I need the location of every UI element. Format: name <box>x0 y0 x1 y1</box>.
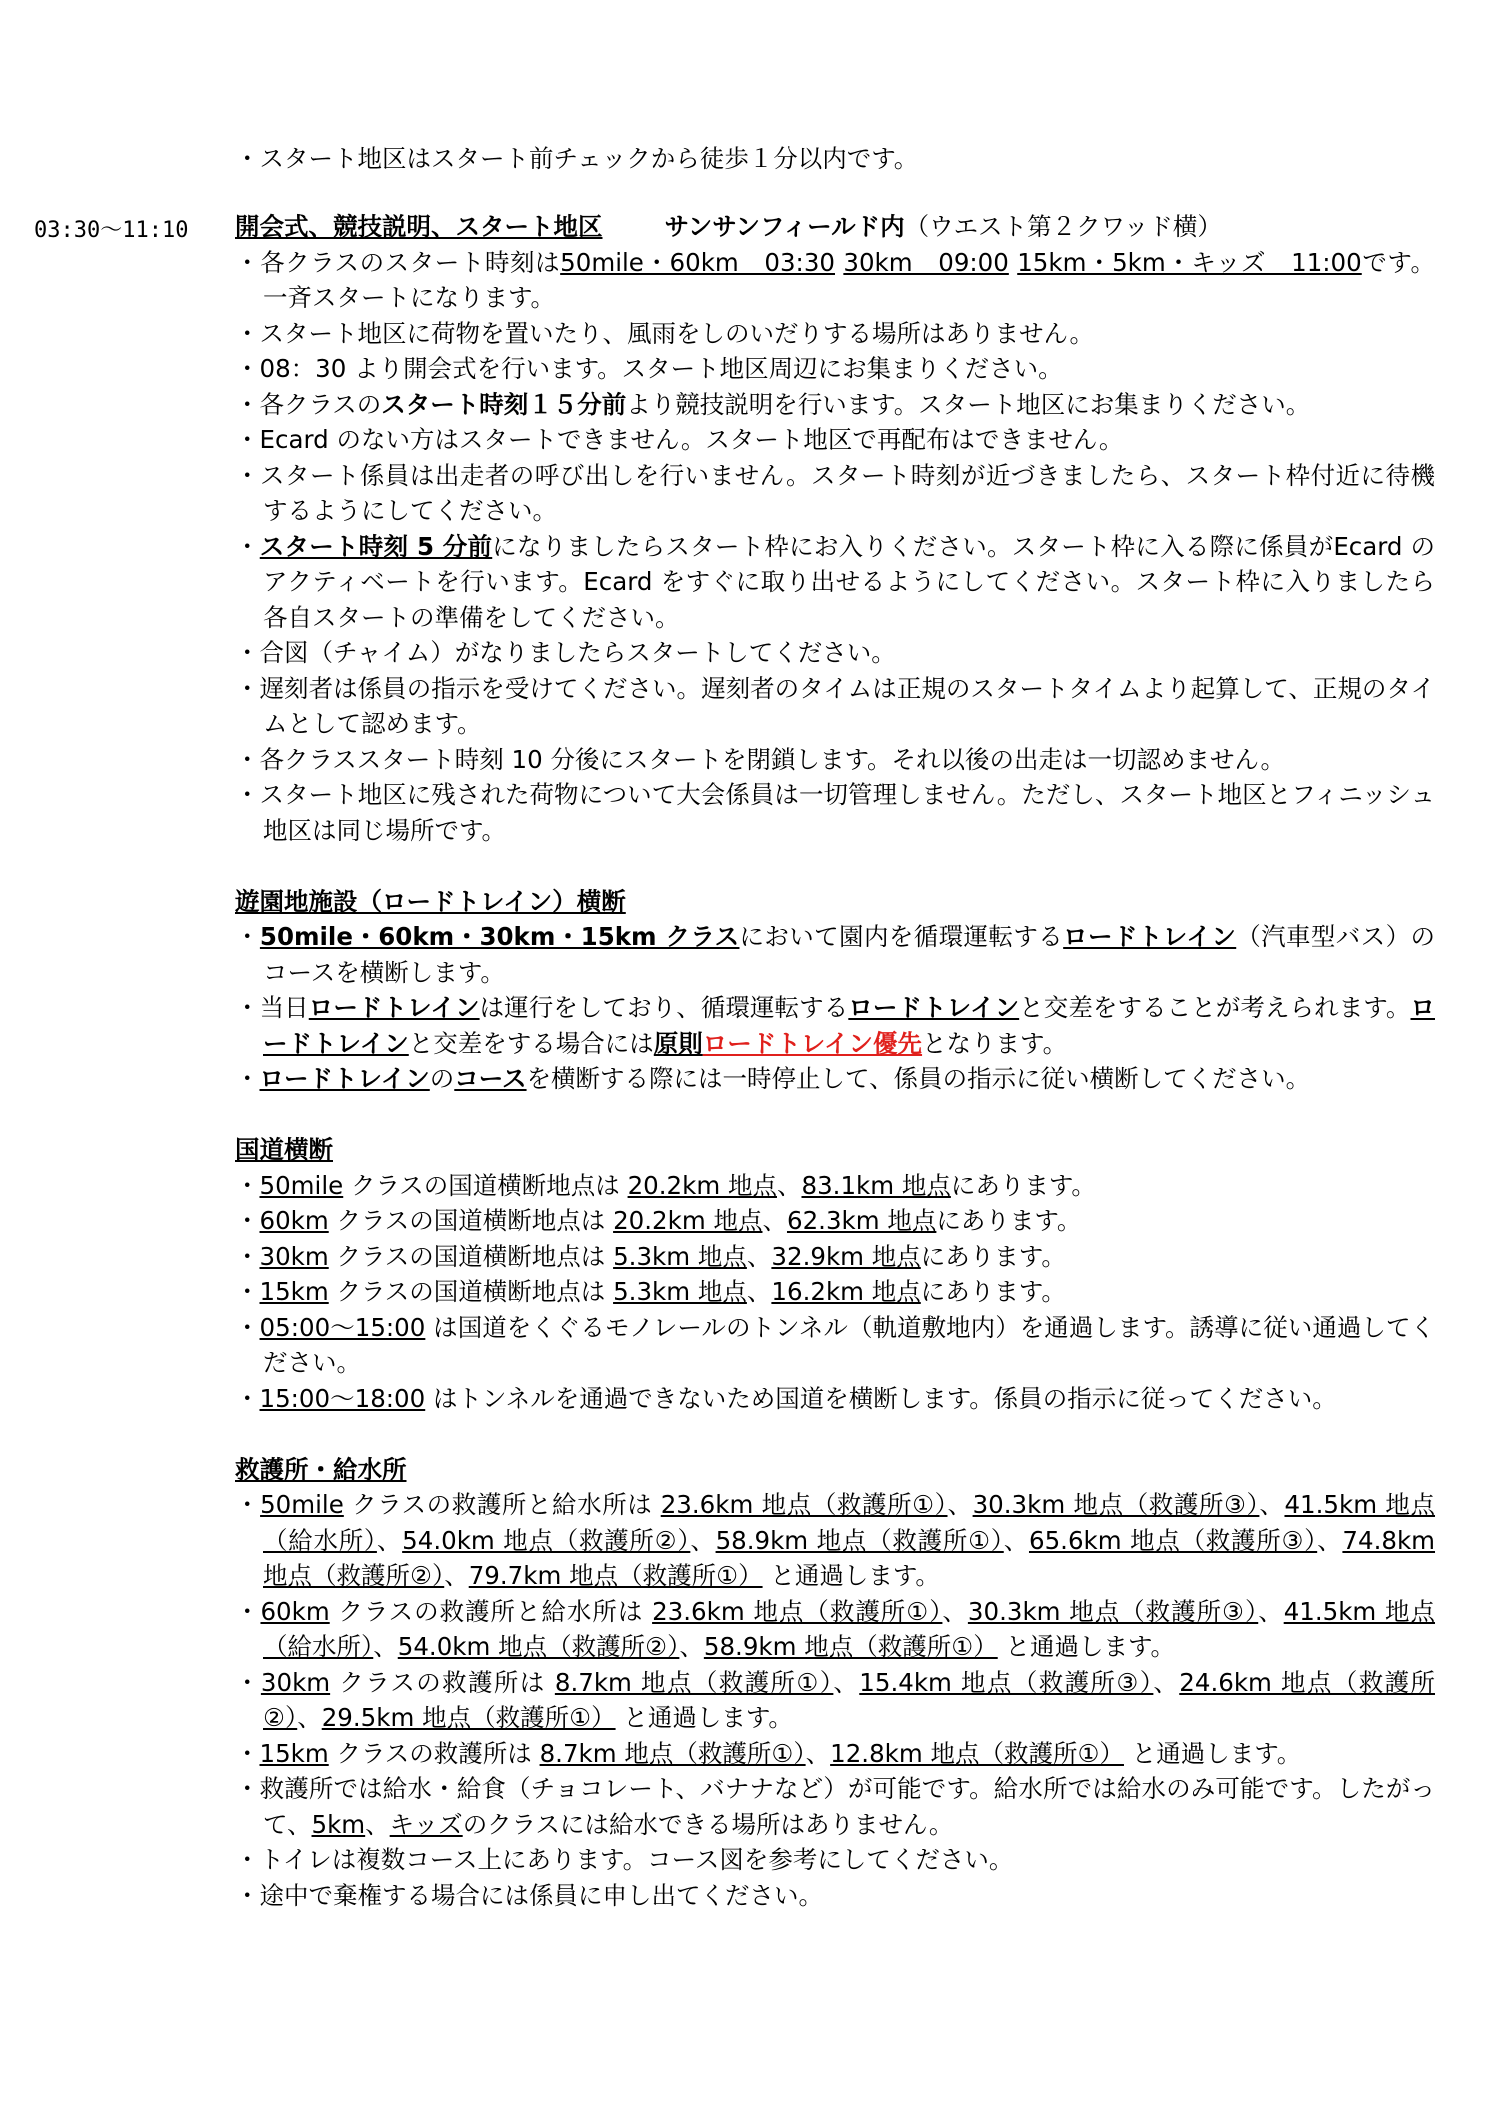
top-note: ・スタート地区はスタート前チェックから徒歩１分以内です。 <box>235 144 919 173</box>
national-road-item-6: ・15:00～18:00 はトンネルを通過できないため国道を横断します。係員の指示に従ってください。 <box>235 1383 1337 1413</box>
start-heading-text: 開会式、競技説明、スタート地区 <box>235 212 603 241</box>
start-location-note: （ウエスト第２クワッド横） <box>904 212 1222 241</box>
start-time-range: 03:30～11:10 <box>34 218 189 243</box>
road-train-item-1: ・50mile・60km・30km・15km クラスにおいて園内を循環運転するロードトレイン（汽車型バス）のコースを横断します。 <box>235 922 1436 987</box>
start-item-2: ・スタート地区に荷物を置いたり、風雨をしのいだりする場所はありません。 <box>235 318 1094 348</box>
start-item-3: ・08：30 より開会式を行います。スタート地区周辺にお集まりください。 <box>235 354 1063 383</box>
start-item-9: ・遅刻者は係員の指示を受けてください。遅刻者のタイムは正規のスタートタイムより起算して、正規のタイムとして認めます。 <box>235 673 1435 738</box>
start-location <box>665 209 1222 245</box>
national-road-item-4: ・15km クラスの国道横断地点は 5.3km 地点、16.2km 地点にあります。 <box>235 1277 1066 1306</box>
start-item-4: ・各クラスのスタート時刻１５分前より競技説明を行います。スタート地区にお集まりください。 <box>235 389 1311 419</box>
start-item-1: ・各クラスのスタート時刻は50mile・60km 03:30 30km 09:00 15km・5km・キッズ 11:00です。一斉スタートになります。 <box>235 247 1435 312</box>
aid-item-2: ・60km クラスの救護所と給水所は 23.6km 地点（救護所①）、30.3km 地点（救護所③）、41.5km 地点（給水所）、54.0km 地点（救護所②）、58.9km 地点（救護所①） と通過します。 <box>235 1596 1436 1661</box>
aid-item-4: ・15km クラスの救護所は 8.7km 地点（救護所①）、12.8km 地点（救護所①） と通過します。 <box>235 1738 1302 1768</box>
aid-item-3: ・30km クラスの救護所は 8.7km 地点（救護所①）、15.4km 地点（救護所③）、24.6km 地点（救護所②）、29.5km 地点（救護所①） と通過します。 <box>235 1667 1435 1732</box>
aid-station-heading: 救護所・給水所 <box>235 1454 407 1484</box>
road-train-heading: 遊園地施設（ロードトレイン）横断 <box>235 886 626 916</box>
start-item-11: ・スタート地区に残された荷物について大会係員は一切管理しません。ただし、スタート地区とフィニッシュ地区は同じ場所です。 <box>235 780 1435 845</box>
start-item-7: ・スタート時刻 5 分前になりましたらスタート枠にお入りください。スタート枠に入る際に係員がEcard のアクティベートを行います。Ecard をすぐに取り出せるようにしてください。スタート枠に入りましたら各自スタートの準備をしてください。 <box>235 531 1435 632</box>
road-train-item-3: ・ロードトレインのコースを横断する際には一時停止して、係員の指示に従い横断してください。 <box>235 1064 1311 1093</box>
national-road-item-2: ・60km クラスの国道横断地点は 20.2km 地点、62.3km 地点にあります。 <box>235 1206 1082 1235</box>
start-item-10: ・各クラススタート時刻 10 分後にスタートを閉鎖します。それ以後の出走は一切認めません。 <box>235 744 1286 774</box>
start-item-5: ・Ecard のない方はスタートできません。スタート地区で再配布はできません。 <box>235 425 1124 454</box>
start-section-heading <box>235 209 1435 245</box>
start-item-8: ・合図（チャイム）がなりましたらスタートしてください。 <box>235 638 896 667</box>
national-road-item-5: ・05:00～15:00 は国道をくぐるモノレールのトンネル（軌道敷地内）を通過します。誘導に従い通過してください。 <box>235 1312 1435 1377</box>
start-location-name: サンサンフィールド内 <box>664 212 905 241</box>
national-road-item-3: ・30km クラスの国道横断地点は 5.3km 地点、32.9km 地点にあります。 <box>235 1241 1066 1271</box>
road-train-priority-emphasis: ロードトレイン優先 <box>702 1028 923 1058</box>
aid-item-1: ・50mile クラスの救護所と給水所は 23.6km 地点（救護所①）、30.3km 地点（救護所③）、41.5km 地点（給水所）、54.0km 地点（救護所②）、58.9km 地点（救護所①）、65.6km 地点（救護所③）、74.8km 地点（救護所②）、79.7km 地点（救護所①） と通過します。 <box>235 1490 1436 1590</box>
document-body <box>235 209 1435 1913</box>
road-train-item-2: ・当日ロードトレインは運行をしており、循環運転するロードトレインと交差をすることが考えられます。ロードトレインと交差をする場合には原則ロードトレイン優先となります。 <box>235 993 1435 1058</box>
national-road-heading: 国道横断 <box>235 1135 333 1164</box>
aid-item-5: ・救護所では給水・給食（チョコレート、バナナなど）が可能です。給水所では給水のみ可能です。したがって、5km、キッズのクラスには給水できる場所はありません。 <box>235 1774 1435 1839</box>
aid-item-7: ・途中で棄権する場合には係員に申し出てください。 <box>235 1880 823 1910</box>
aid-item-6: ・トイレは複数コース上にあります。コース図を参考にしてください。 <box>235 1845 1014 1874</box>
start-item-6: ・スタート係員は出走者の呼び出しを行いません。スタート時刻が近づきましたら、スタート枠付近に待機するようにしてください。 <box>235 460 1435 525</box>
national-road-item-1: ・50mile クラスの国道横断地点は 20.2km 地点、83.1km 地点にあります。 <box>235 1170 1096 1200</box>
